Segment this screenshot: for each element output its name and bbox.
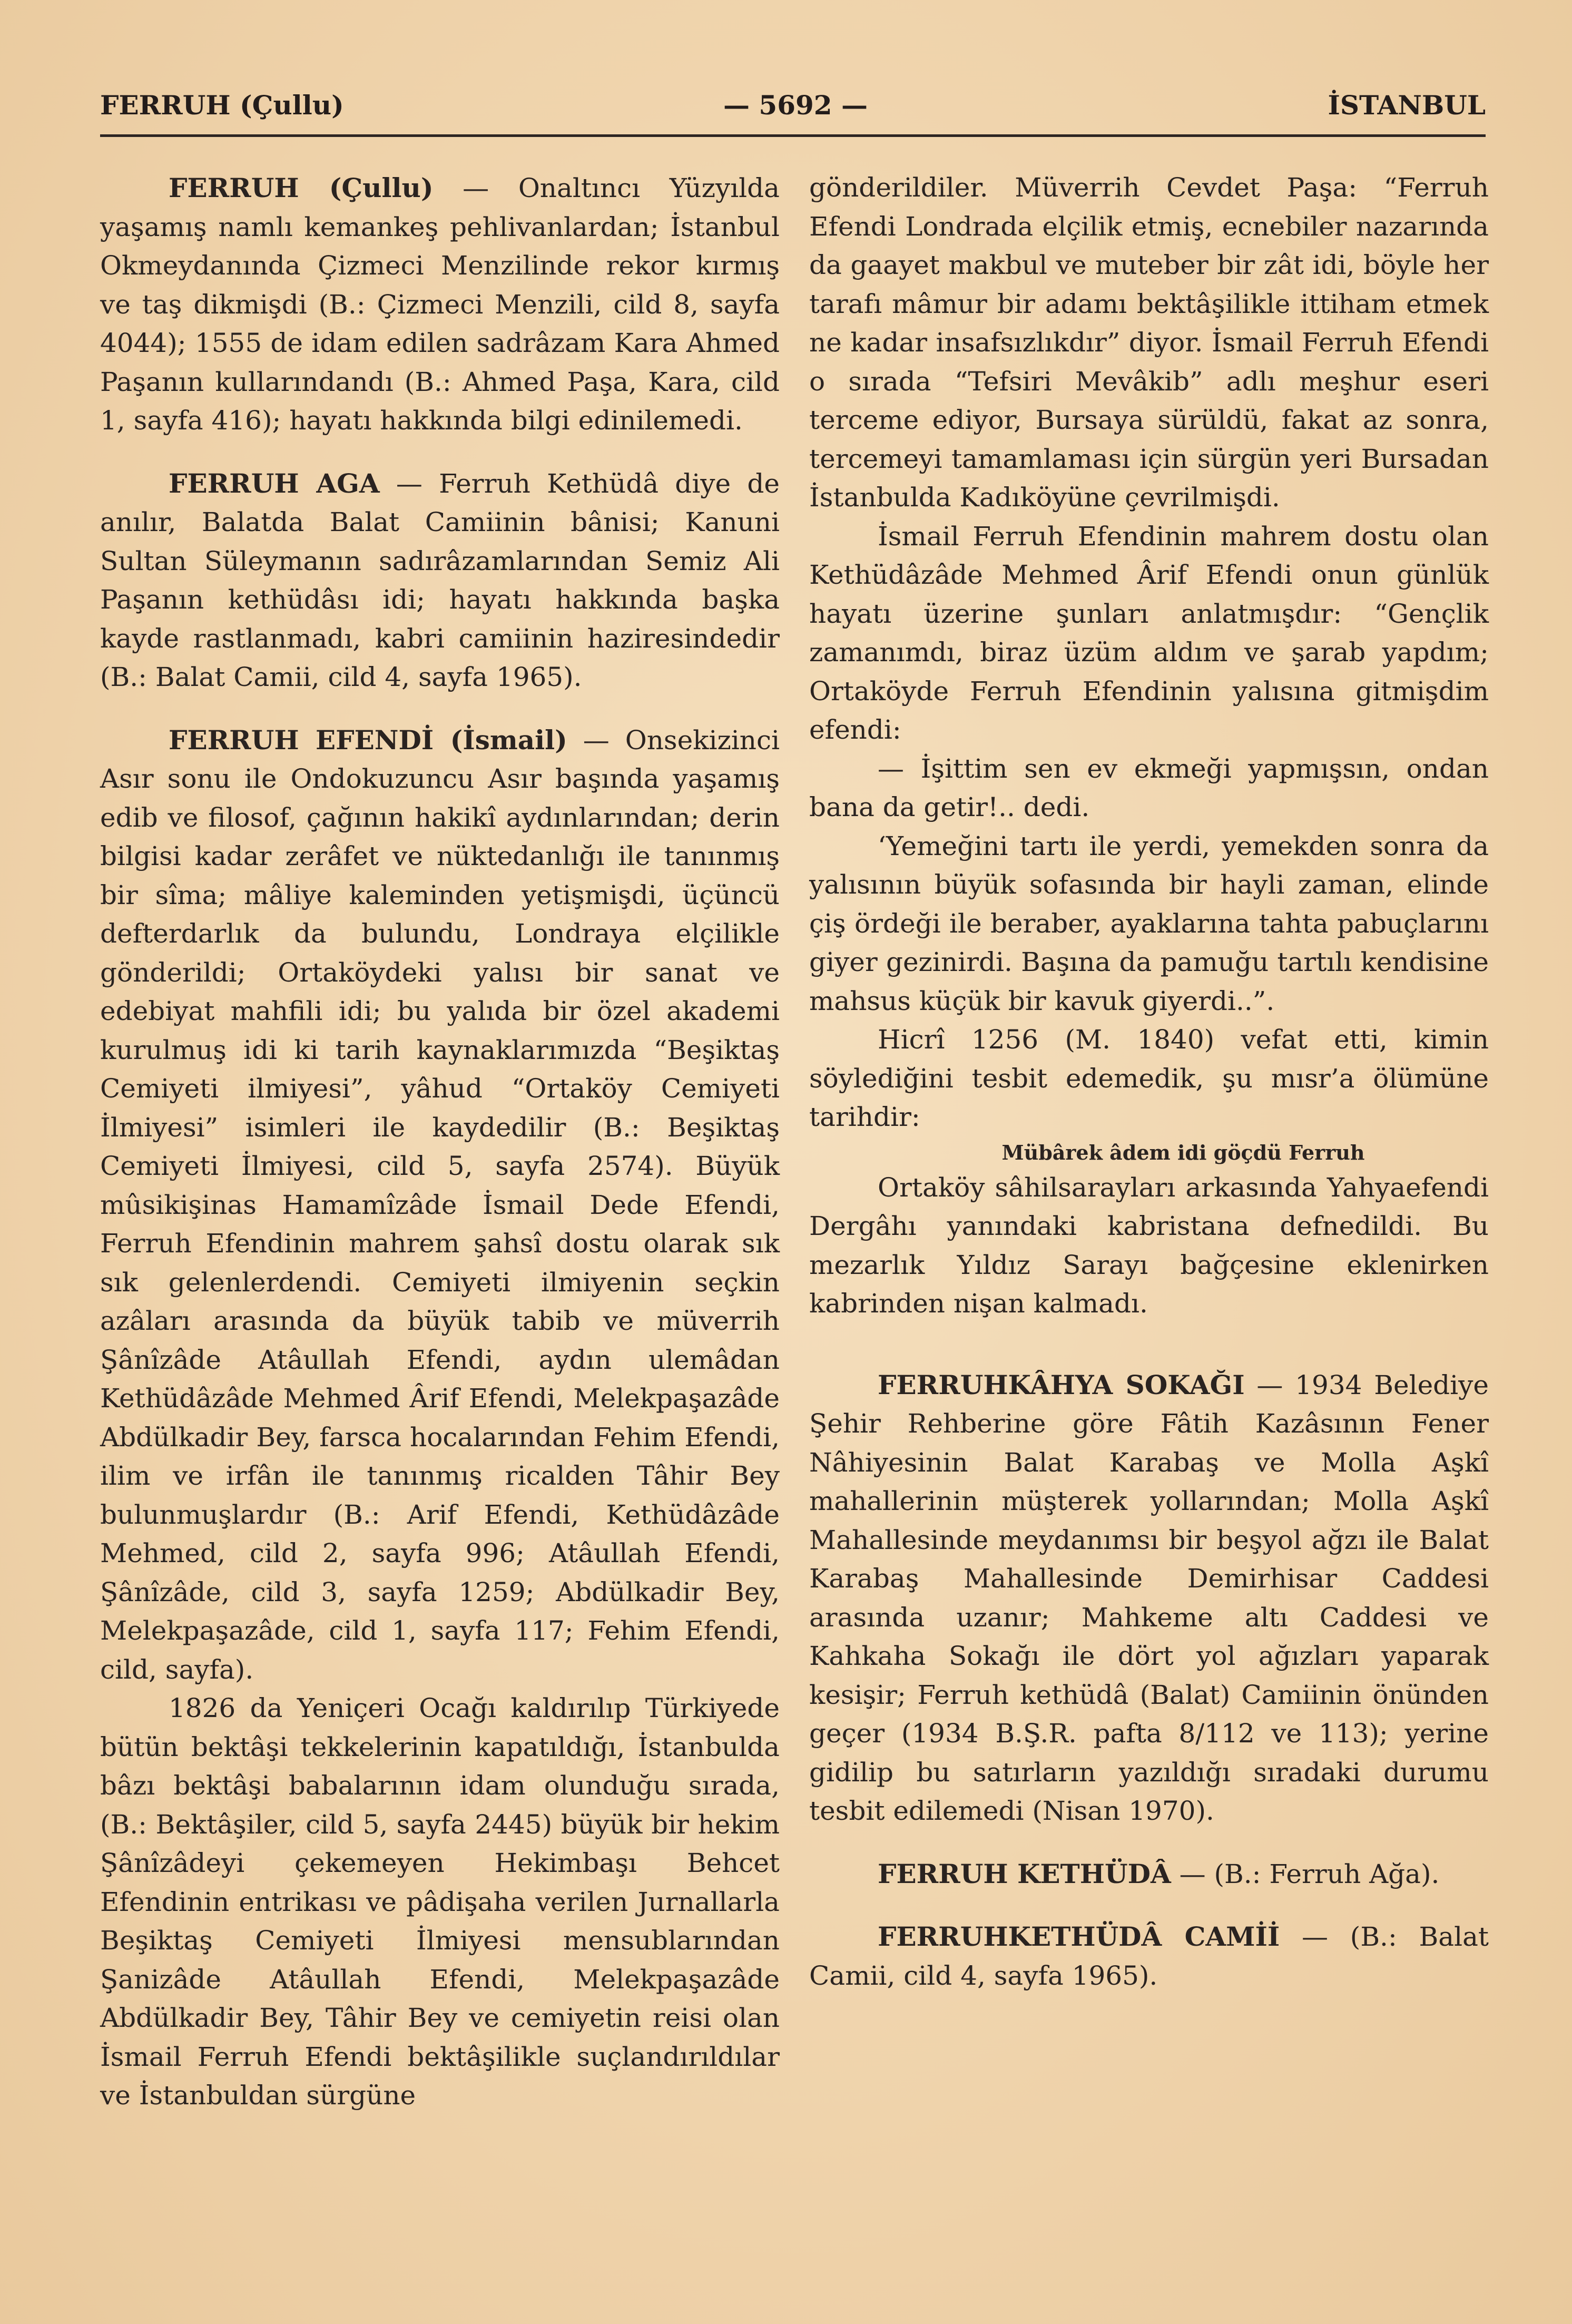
header-section-title: İSTANBUL (1328, 90, 1486, 121)
left-column (100, 169, 780, 2115)
header-entry-title: FERRUH (Çullu) (100, 90, 344, 121)
entry-text: — (B.: Ferruh Ağa). (1171, 1858, 1440, 1889)
entry-heading: FERRUH KETHÜDÂ (878, 1858, 1171, 1889)
right-column (809, 169, 1489, 1995)
entry-heading: FERRUHKÂHYA SOKAĞI (878, 1369, 1245, 1400)
entry-ferruh-aga (100, 464, 780, 697)
entry-heading: FERRUH AGA (169, 467, 380, 499)
entry-text: — 1934 Belediye Şehir Rehberine göre Fâtih Kazâsının Fener Nâhiyesinin Balat Karabaş ve Molla Aşkî mahallerinin müşterek yollarından; Molla Aşkî Mahallesinde meydanımsı bir beşyol ağzı ile Balat Karabaş Mahallesinde Demirhisar Caddesi arasında uzanır; Mahkeme altı Caddesi ve Kahkaha Sokağı ile dört yol ağızları yaparak kesişir; Ferruh kethüdâ (Balat) Camiinin önünden geçer (1934 B.Ş.R. pafta 8/112 ve 113); yerine gidilip bu satırların yazıldığı sıradaki durumu tesbit edilemedi (Nisan 1970). (809, 1369, 1489, 1826)
entry-ferruh-cullu (100, 169, 780, 440)
entry-ferruhkahya-sokagi (809, 1366, 1489, 1831)
paragraph: Ortaköy sâhilsarayları arkasında Yahyaefendi Dergâhı yanındaki kabristana defnedildi. Bu mezarlık Yıldız Sarayı bağçesine eklenirken kabrinden nişan kalmadı. (809, 1172, 1489, 1319)
entry-text: — Ferruh Kethüdâ diye de anılır, Balatda Balat Camiinin bânisi; Kanuni Sultan Süleymanın sadırâzamlarından Semiz Ali Paşanın kethüdâsı idi; hayatı hakkında başka kayde rastlanmadı, kabri camiinin haziresindedir (B.: Balat Camii, cild 4, sayfa 1965). (100, 468, 780, 692)
entry-heading: FERRUH (Çullu) (169, 172, 434, 203)
entry-ferruh-kethuda (809, 1855, 1489, 1894)
running-header (100, 90, 1486, 126)
entry-text: — (B.: Balat Camii, cild 4, sayfa 1965). (809, 1921, 1489, 1991)
entry-ferruhkethuda-camii (809, 1917, 1489, 1995)
paragraph: İsmail Ferruh Efendinin mahrem dostu olan Kethüdâzâde Mehmed Ârif Efendi onun günlük hayatı üzerine şunları anlatmışdır: “Gençlik zamanımdı, biraz üzüm aldım ve şarab yapdım; Ortaköyde Ferruh Efendinin yalısına gitmişdim efendi: (809, 521, 1489, 745)
paragraph: Hicrî 1256 (M. 1840) vefat etti, kimin söylediğini tesbit edemedik, şu mısr’a ölümüne tarihdir: (809, 1024, 1489, 1132)
paragraph: ‘Yemeğini tartı ile yerdi, yemekden sonra da yalısının büyük sofasında bir hayli zaman, elinde çiş ördeği ile beraber, ayaklarına tahta pabuçlarını giyer gezinirdi. Başına da pamuğu tartılı kendisine mahsus küçük bir kavuk giyerdi..”. (809, 830, 1489, 1016)
header-rule (100, 134, 1486, 137)
page-number: — 5692 — (723, 90, 868, 121)
entry-heading: FERRUHKETHÜDÂ CAMİİ (878, 1921, 1280, 1952)
entry-text: — Onaltıncı Yüzyılda yaşamış namlı kemankeş pehlivanlardan; İstanbul Okmeydanında Çizmeci Menzilinde rekor kırmış ve taş dikmişdi (B.: Çizmeci Menzili, cild 8, sayfa 4044); 1555 de idam edilen sadrâzam Kara Ahmed Paşanın kullarındandı (B.: Ahmed Paşa, Kara, cild 1, sayfa 416); hayatı hakkında bilgi edinilemedi. (100, 173, 780, 436)
entry-text: — Onsekizinci Asır sonu ile Ondokuzuncu Asır başında yaşamış edib ve filosof, çağının hakikî aydınlarından; derin bilgisi kadar zerâfet ve nüktedanlığı ile tanınmış bir sîma; mâliye kaleminden yetişmişdi, üçüncü defterdarlık da bulundu, Londraya elçilikle gönderildi; Ortaköydeki yalısı bir sanat ve edebiyat mahfili idi; bu yalıda bir özel akademi kurulmuş idi ki tarih kaynaklarımızda “Beşiktaş Cemiyeti ilmiyesi”, yâhud “Ortaköy Cemiyeti İlmiyesi” isimleri ile kaydedilir (B.: Beşiktaş Cemiyeti İlmiyesi, cild 5, sayfa 2574). Büyük mûsikişinas Hamamîzâde İsmail Dede Efendi, Ferruh Efendinin mahrem şahsî dostu olarak sık sık gelenlerdendi. Cemiyeti ilmiyenin seçkin azâları arasında da büyük tabib ve müverrih Şânîzâde Atâullah Efendi, aydın ulemâdan Kethüdâzâde Mehmed Ârif Efendi, Melekpaşazâde Abdülkadir Bey, farsca hocalarından Fehim Efendi, ilim ve irfân ile tanınmış ricalden Tâhir Bey bulunmuşlardır (B.: Arif Efendi, Kethüdâzâde Mehmed, cild 2, sayfa 996; Atâullah Efendi, Şânîzâde, cild 3, sayfa 1259; Abdülkadir Bey, Melekpaşazâde, cild 1, sayfa 117; Fehim Efendi, cild, sayfa). (100, 724, 780, 1685)
paragraph: gönderildiler. Müverrih Cevdet Paşa: “Ferruh Efendi Londrada elçilik etmiş, ecnebiler nazarında da gaayet makbul ve muteber bir zât idi, böyle her tarafı mâmur bir adamı bektâşilikle ittiham etmek ne kadar insafsızlıkdır” diyor. İsmail Ferruh Efendi o sırada “Tefsiri Mevâkib” adlı meşhur eseri terceme ediyor, Bursaya sürüldü, fakat az sonra, tercemeyi tamamlaması için sürgün yeri Bursadan İstanbulda Kadıköyüne çevrilmişdi. (809, 172, 1489, 513)
paragraph: 1826 da Yeniçeri Ocağı kaldırılıp Türkiyede bütün bektâşi tekkelerinin kapatıldığı, İstanbulda bâzı bektâşi babalarının idam olunduğu sırada, (B.: Bektâşiler, cild 5, sayfa 2445) büyük bir hekim Şânîzâdeyi çekemeyen Hekimbaşı Behcet Efendinin entrikası ve pâdişaha verilen Jurnallarla Beşiktaş Cemiyeti İlmiyesi mensublarından Şanizâde Atâullah Efendi, Melekpaşazâde Abdülkadir Bey, Tâhir Bey ve cemiyetin reisi olan İsmail Ferruh Efendi bektâşilikle suçlandırıldılar ve İstanbuldan sürgüne (100, 1693, 780, 2111)
entry-heading: FERRUH EFENDİ (İsmail) (169, 724, 567, 756)
epitaph-verse: Mübârek âdem idi göçdü Ferruh (1001, 1140, 1365, 1164)
entry-ferruh-efendi (100, 721, 780, 1690)
paragraph: — İşittim sen ev ekmeği yapmışsın, ondan bana da getir!.. dedi. (809, 753, 1489, 822)
